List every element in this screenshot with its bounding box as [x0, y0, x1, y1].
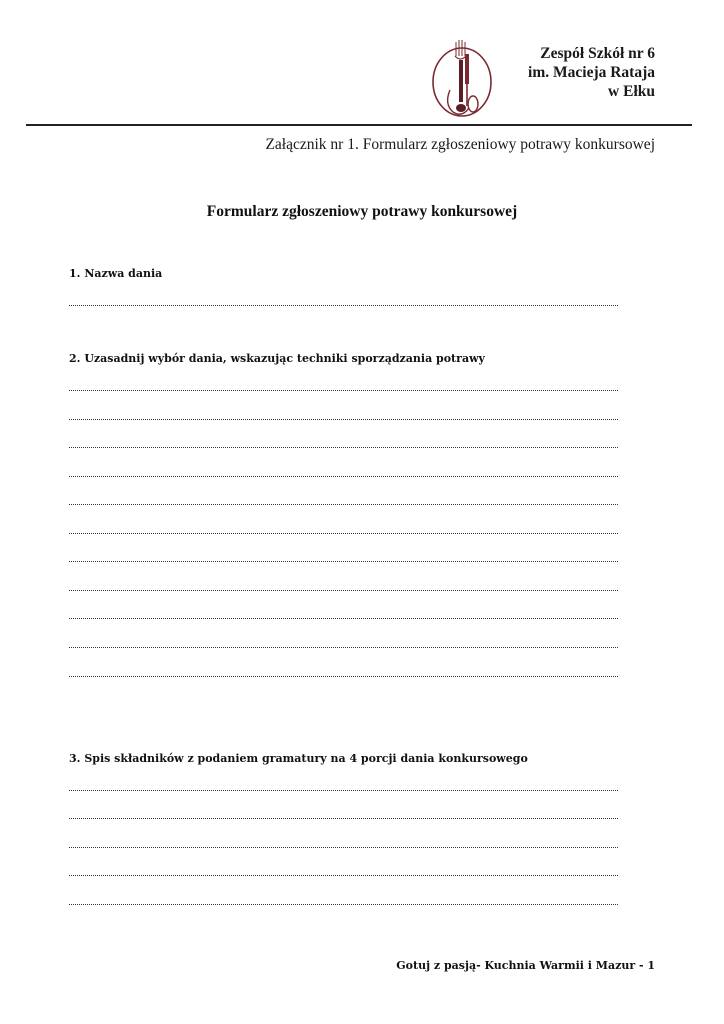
- page-footer: Gotuj z pasją- Kuchnia Warmii i Mazur - 1: [396, 959, 655, 972]
- header-divider: [26, 124, 692, 126]
- school-patron-line: im. Macieja Rataja: [528, 64, 655, 81]
- justification-answer-line-11[interactable]: [69, 676, 618, 677]
- justification-answer-line-1[interactable]: [69, 390, 618, 391]
- justification-answer-line-9[interactable]: [69, 618, 618, 619]
- section-heading-ingredients: 3. Spis składników z podaniem gramatury na 4 porcji dania konkursowego: [69, 752, 528, 765]
- document-title: Formularz zgłoszeniowy potrawy konkursowej: [206, 203, 518, 220]
- justification-answer-line-10[interactable]: [69, 647, 618, 648]
- cutlery-emblem-icon: [429, 38, 495, 120]
- justification-answer-line-8[interactable]: [69, 590, 618, 591]
- annex-label: Załącznik nr 1. Formularz zgłoszeniowy potrawy konkursowej: [265, 136, 655, 153]
- school-city-line: w Ełku: [608, 83, 655, 100]
- ingredients-answer-line-4[interactable]: [69, 875, 618, 876]
- justification-answer-line-6[interactable]: [69, 533, 618, 534]
- section-heading-justification: 2. Uzasadnij wybór dania, wskazując techniki sporządzania potrawy: [69, 352, 485, 365]
- school-name-line: Zespół Szkół nr 6: [540, 45, 655, 62]
- justification-answer-line-7[interactable]: [69, 561, 618, 562]
- ingredients-answer-line-1[interactable]: [69, 790, 618, 791]
- justification-answer-line-5[interactable]: [69, 504, 618, 505]
- ingredients-answer-line-3[interactable]: [69, 847, 618, 848]
- ingredients-answer-line-2[interactable]: [69, 818, 618, 819]
- justification-answer-line-2[interactable]: [69, 419, 618, 420]
- ingredients-answer-line-5[interactable]: [69, 904, 618, 905]
- school-name-block: [528, 44, 655, 101]
- section-heading-dish-name: 1. Nazwa dania: [69, 267, 163, 280]
- dish-name-answer-line[interactable]: [69, 305, 618, 306]
- justification-answer-line-4[interactable]: [69, 476, 618, 477]
- justification-answer-line-3[interactable]: [69, 447, 618, 448]
